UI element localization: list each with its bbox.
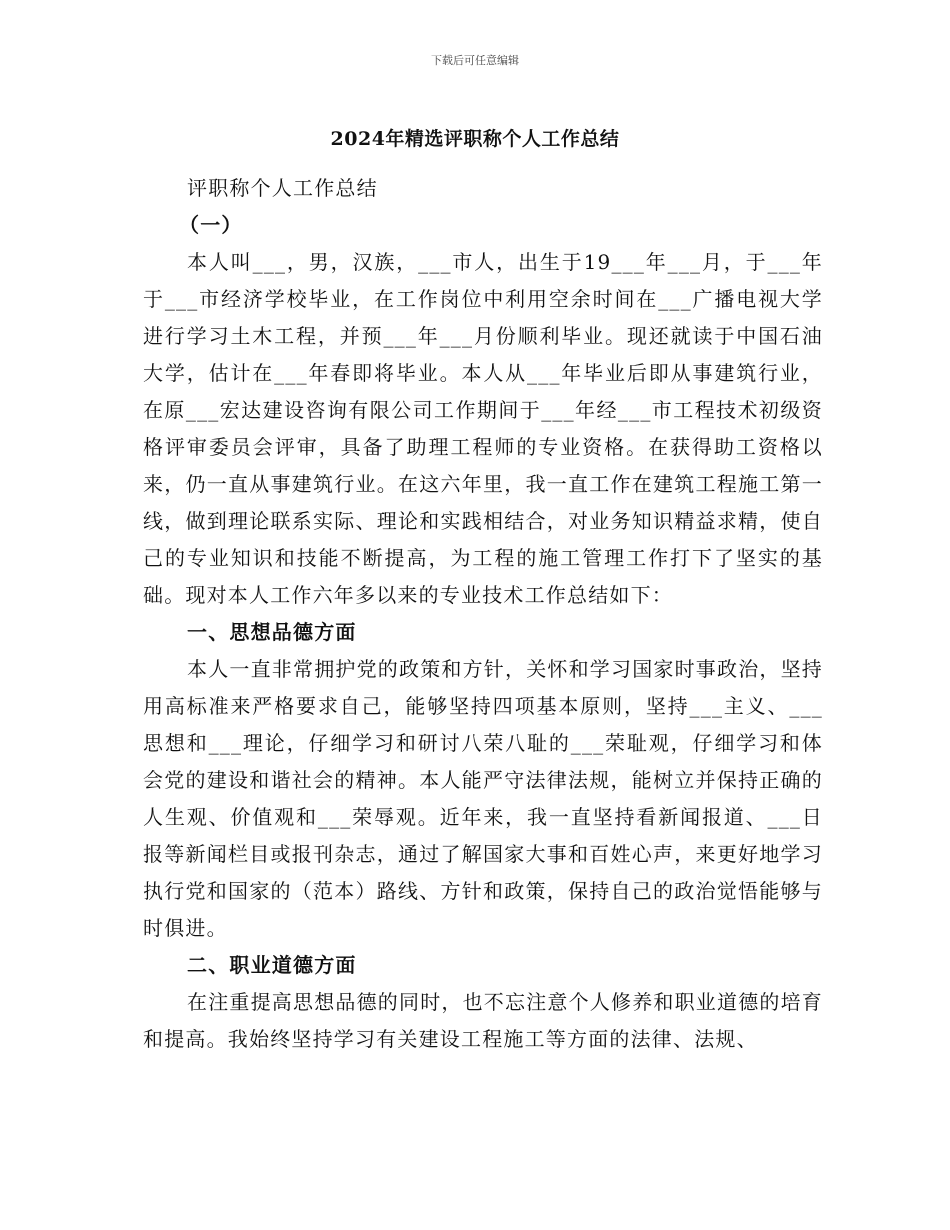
document-subtitle: 评职称个人工作总结 bbox=[187, 176, 378, 200]
section-body-ideology: 本人一直非常拥护党的政策和方针，关怀和学习国家时事政治，坚持用高标准来严格要求自己，能够坚持四项基本原则，坚持___主义、___思想和___理论，仔细学习和研讨八荣八耻的___荣耻观，仔细学习和体会党的建设和谐社会的精神。本人能严守法律法规，能树立并保持正确的人生观、价值观和___荣辱观。近年来，我一直坚持看新闻报道、___日报等新闻栏目或报刊杂志，通过了解国家大事和百姓心声，来更好地学习执行党和国家的（范本）路线、方针和政策，保持自己的政治觉悟能够与时俱进。 bbox=[143, 657, 823, 940]
part-label: （一） bbox=[179, 213, 243, 237]
document-body bbox=[143, 170, 823, 1058]
intro-paragraph: 本人叫___，男，汉族，___市人，出生于19___年___月，于___年于___市经济学校毕业，在工作岗位中利用空余时间在___广播电视大学进行学习土木工程，并预___年___月份顺利毕业。现还就读于中国石油大学，估计在___年春即将毕业。本人从___年毕业后即从事建筑行业，在原___宏达建设咨询有限公司工作期间于___年经___市工程技术初级资格评审委员会评审，具备了助理工程师的专业资格。在获得助工资格以来，仍一直从事建筑行业。在这六年里，我一直工作在建筑工程施工第一线，做到理论联系实际、理论和实践相结合，对业务知识精益求精，使自己的专业知识和技能不断提高，为工程的施工管理工作打下了坚实的基础。现对本人工作六年多以来的专业技术工作总结如下： bbox=[143, 250, 823, 607]
section-heading-ideology: 一、思想品德方面 bbox=[187, 620, 357, 644]
section-body-ethics: 在注重提高思想品德的同时，也不忘注意个人修养和职业道德的培育和提高。我始终坚持学习有关建设工程施工等方面的法律、法规、 bbox=[143, 990, 823, 1051]
section-heading-ethics: 二、职业道德方面 bbox=[187, 953, 357, 977]
page-header: 下载后可任意编辑 bbox=[431, 54, 519, 67]
document-title: 2024年精选评职称个人工作总结 bbox=[330, 128, 620, 150]
